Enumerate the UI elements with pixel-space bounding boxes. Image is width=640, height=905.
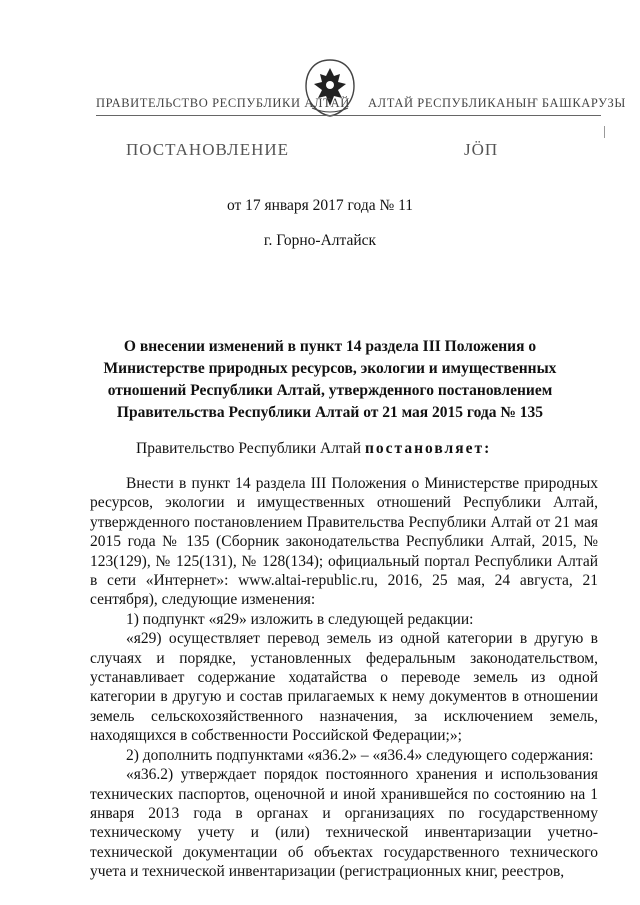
doc-type-altai: ЈӦП — [464, 140, 499, 159]
government-name-russian: ПРАВИТЕЛЬСТВО РЕСПУБЛИКИ АЛТАЙ — [96, 96, 350, 110]
document-date: от 17 января 2017 года № 11 — [226, 197, 414, 214]
lead-verb: постановляет: — [364, 440, 492, 457]
lead-text: Правительство Республики Алтай — [136, 440, 365, 457]
doc-type-russian: ПОСТАНОВЛЕНИЕ — [126, 140, 290, 159]
paragraph: «я29) осуществляет перевод земель из одной категории в другую в случаях и порядке, установленных федеральным законодательством, устанавливает содержание ходатайства о переводе земель из одной категории в другую и состав прилагаемых к нему документов в отношении земель сельскохозяйственного назначения, за исключением земель, находящихся в собственности Российской Федерации;»; — [90, 630, 598, 745]
government-name-altai: АЛТАЙ РЕСПУБЛИКАНЫҤ БАШКАРУЗЫ — [368, 96, 626, 110]
paragraph: 2) дополнить подпунктами «я36.2» – «я36.4» следующего содержания: — [126, 746, 594, 764]
document-title: О внесении изменений в пункт 14 раздела III Положения о Министерстве природных ресурсов, экологии и имущественных отношений Республики Алтай, утвержденного постановлением Правительства Республики Алтай от 21 мая 2015 года № 135 — [103, 338, 557, 421]
scan-mark — [604, 126, 605, 138]
resolution-lead — [136, 440, 491, 458]
paragraph: Внести в пункт 14 раздела III Положения о Министерстве природных ресурсов, экологии и имущественных отношений Республики Алтай, утвержденного постановлением Правительства Республики Алтай от 21 мая 2015 года № 135 (Сборник законодательства Республики Алтай, 2015, № 123(129), № 125(131), № 128(134); официальный портал Республики Алтай в сети «Интернет»: www.altai-republic.ru, 2016, 25 мая, 24 августа, 21 сентября), следующие изменения: — [90, 475, 598, 609]
document-city: г. Горно-Алтайск — [263, 232, 377, 249]
paragraph: 1) подпункт «я29» изложить в следующей редакции: — [126, 610, 474, 628]
document-body — [90, 474, 598, 882]
paragraph: «я36.2) утверждает порядок постоянного хранения и использования технических паспортов, оценочной и иной хранившейся по состоянию на 1 января 2013 года в органах и организациях по государственному техническому учету и (или) технической инвентаризации учетно-технической документации об объектах государственного технического учета и технической инвентаризации (регистрационных книг, реестров, — [90, 766, 598, 881]
header-rule — [96, 115, 601, 116]
